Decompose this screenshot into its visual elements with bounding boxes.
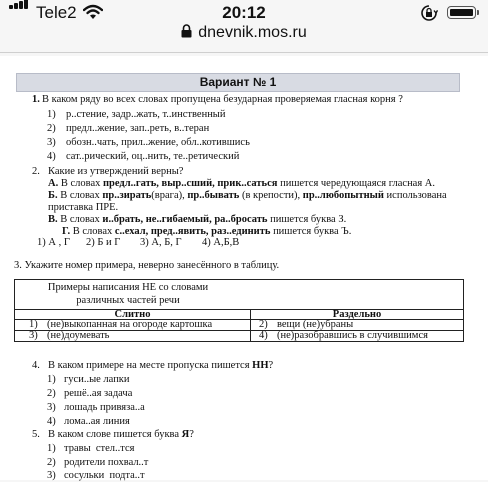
q2-statement-g: Г. В словах с..ехал, пред..явить, раз..единить пишется буква Ъ. [62,226,352,237]
q5-option-number: 1) [47,443,56,454]
q2-statement-v: В. В словах и..брать, не..гибаемый, ра..бросать пишется буква З. [48,214,347,225]
table-header-together: Слитно [114,309,151,320]
battery-icon [447,6,476,19]
q5-option-number: 3) [47,470,56,481]
clock-time: 20:12 [222,3,266,22]
q2-answer: 4) А,Б,В [202,237,240,248]
q3-text: 3. Укажите номер примера, неверно занесённого в таблицу. [14,260,280,271]
q4-option-text: лома..ая линия [64,416,130,427]
address-bar[interactable] [0,24,488,48]
table-cell: (не)доумевать [47,330,110,341]
table-cell: вещи (не)убраны [277,319,354,330]
ne-spelling-table [14,279,464,342]
url-text: dnevnik.mos.ru [198,24,307,41]
q5-option-text: родители похвал..т [64,457,149,468]
table-cell: (не)разобравшись в случившимся [277,330,428,341]
table-header-separate: Раздельно [332,309,382,320]
q1-option-text: сат..рический, оц..нить, те..ретический [66,151,240,162]
table-cell-number: 3) [29,330,38,341]
q5-option-text: сосульки подта..т [64,470,145,481]
q4-option-text: гуси..ые лапки [64,374,130,385]
q4-option-number: 4) [47,416,56,427]
q2-statement-b: Б. В словах пр..зирать(врага), пр..бывать (в крепости), пр..любопытный использована [48,190,447,201]
status-bar [0,0,488,26]
table-cell-number: 2) [259,319,268,330]
q2-statement-a: А. В словах предл..гать, выр..сший, прик..саться пишется чередующаяся гласная А. [48,178,436,189]
q2-answer: 1) А , Г [37,237,70,248]
q1-option-text: предл..жение, зап..реть, в..теран [66,123,210,134]
q1-option-text: обозн..чать, прил..жение, обл..котившись [66,137,250,148]
q4-option-number: 1) [47,374,56,385]
document-page [0,56,488,480]
table-cell: (не)выкопанная на огороде картошка [47,319,213,330]
table-title-line1: Примеры написания НЕ со словами [47,282,209,293]
q1-option-number: 3) [47,137,56,148]
q1-option-number: 1) [47,109,56,120]
q2-answer: 2) Б и Г [86,237,121,248]
q4-option-text: решё..ая задача [64,388,133,399]
q4-option-number: 2) [47,388,56,399]
q2-statement-b-continued: приставка ПРЕ. [48,202,119,213]
q1-text: В каком ряду во всех словах пропущена безударная проверяемая гласная корня ? [42,94,403,105]
q4-option-text: лошадь привяза..а [64,402,145,413]
table-cell-number: 1) [29,319,38,330]
q2-number: 2. [32,166,40,177]
q4-text: В каком примере на месте пропуска пишется НН? [48,360,274,371]
q1-option-number: 2) [47,123,56,134]
q2-text: Какие из утверждений верны? [48,166,184,177]
q4-option-number: 3) [47,402,56,413]
q5-text: В каком слове пишется буква Я? [48,429,194,440]
table-title-line2: различных частей речи [76,295,180,306]
table-cell-number: 4) [259,330,268,341]
q2-answer: 3) А, Б, Г [140,237,182,248]
divider [0,52,488,53]
padlock-icon [181,24,192,43]
q1-number: 1. [32,94,40,105]
q5-option-number: 2) [47,457,56,468]
q1-option-text: р..стение, задр..жать, т..инственный [66,109,226,120]
q5-option-text: травы стел..тся [64,443,135,454]
q5-number: 5. [32,429,40,440]
variant-title: Вариант № 1 [16,73,460,92]
q4-number: 4. [32,360,40,371]
q1-option-number: 4) [47,151,56,162]
carrier-name: Tele2 [36,3,77,22]
